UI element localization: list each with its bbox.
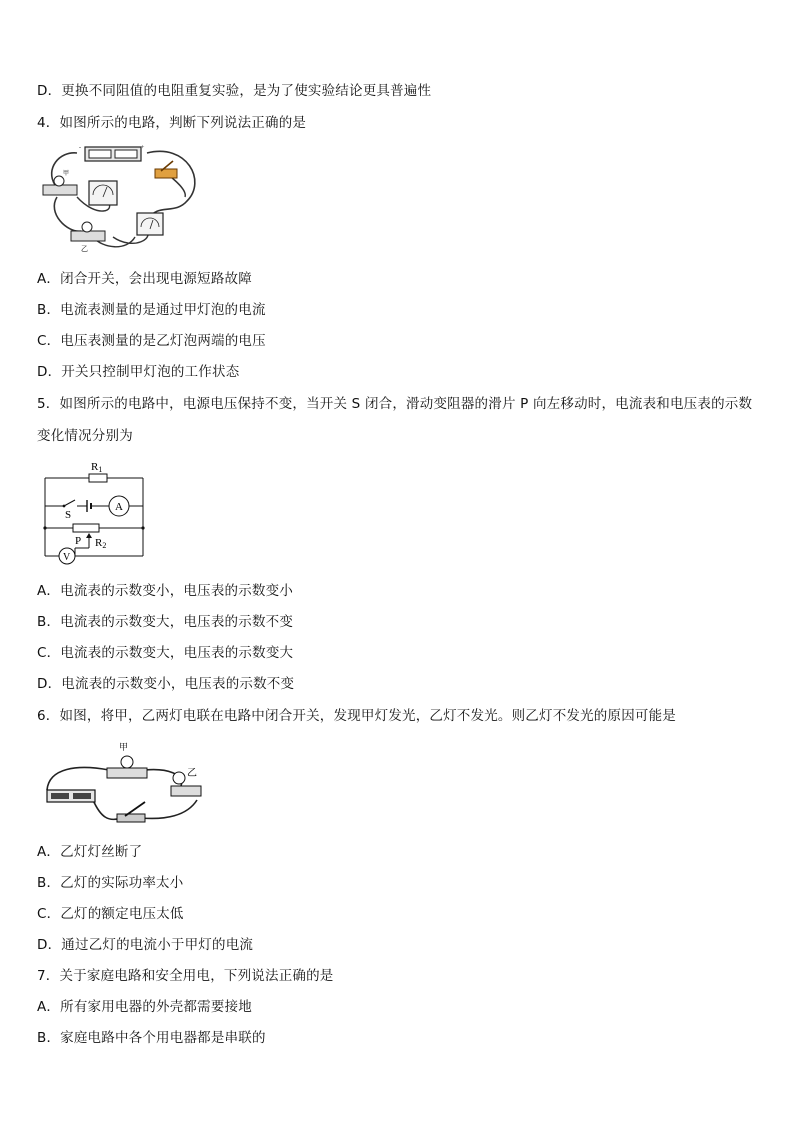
q5-voltmeter-label: V xyxy=(63,552,71,563)
q5-option-b: B．电流表的示数变大，电压表的示数不变 xyxy=(37,614,294,630)
q7-option-b: B．家庭电路中各个用电器都是串联的 xyxy=(37,1030,266,1046)
q4-circuit-figure xyxy=(37,141,201,257)
q6-lamp-jia-label: 甲 xyxy=(119,742,129,752)
q5-switch-label: S xyxy=(65,509,72,521)
q4-plus-sign: + xyxy=(141,145,145,151)
q5-ammeter-label: A xyxy=(115,501,123,513)
q4-lamp-yi-label: 乙 xyxy=(81,245,88,253)
q6-option-d: D．通过乙灯的电流小于甲灯的电流 xyxy=(37,937,254,953)
q6-lamp-yi-label: 乙 xyxy=(187,768,197,779)
q4-option-a: A．闭合开关，会出现电源短路故障 xyxy=(37,271,252,287)
q4-minus-sign: - xyxy=(79,145,81,151)
q5-r2-label: R2 xyxy=(95,537,107,550)
q4-stem: 4．如图所示的电路，判断下列说法正确的是 xyxy=(37,115,307,131)
q4-option-c: C．电压表测量的是乙灯泡两端的电压 xyxy=(37,333,266,349)
q5-stem-line1: 5．如图所示的电路中，电源电压保持不变，当开关 S 闭合，滑动变阻器的滑片 P 向左移动时，电流表和电压表的示数 xyxy=(37,396,753,412)
q5-r1-label: R1 xyxy=(91,461,103,474)
q5-option-c: C．电流表的示数变大，电压表的示数变大 xyxy=(37,645,294,661)
q5-option-d: D．电流表的示数变小，电压表的示数不变 xyxy=(37,676,295,692)
q5-slider-label: P xyxy=(75,535,82,547)
q5-stem-line2: 变化情况分别为 xyxy=(37,428,133,444)
q5-option-a: A．电流表的示数变小，电压表的示数变小 xyxy=(37,583,294,599)
q4-lamp-jia-label: 甲 xyxy=(63,171,70,177)
q4-option-d: D．开关只控制甲灯泡的工作状态 xyxy=(37,364,240,380)
q6-option-a: A．乙灯灯丝断了 xyxy=(37,844,143,860)
q3-option-d: D．更换不同阻值的电阻重复实验，是为了使实验结论更具普遍性 xyxy=(37,83,432,99)
q4-option-b: B．电流表测量的是通过甲灯泡的电流 xyxy=(37,302,266,318)
q5-schematic-figure xyxy=(37,456,147,568)
q6-circuit-figure xyxy=(37,738,202,830)
q7-option-a: A．所有家用电器的外壳都需要接地 xyxy=(37,999,252,1015)
q6-stem: 6．如图，将甲，乙两灯电联在电路中闭合开关，发现甲灯发光，乙灯不发光。则乙灯不发光的原因可能是 xyxy=(37,708,676,724)
q6-option-b: B．乙灯的实际功率太小 xyxy=(37,875,184,891)
q6-option-c: C．乙灯的额定电压太低 xyxy=(37,906,184,922)
q7-stem: 7．关于家庭电路和安全用电，下列说法正确的是 xyxy=(37,968,334,984)
